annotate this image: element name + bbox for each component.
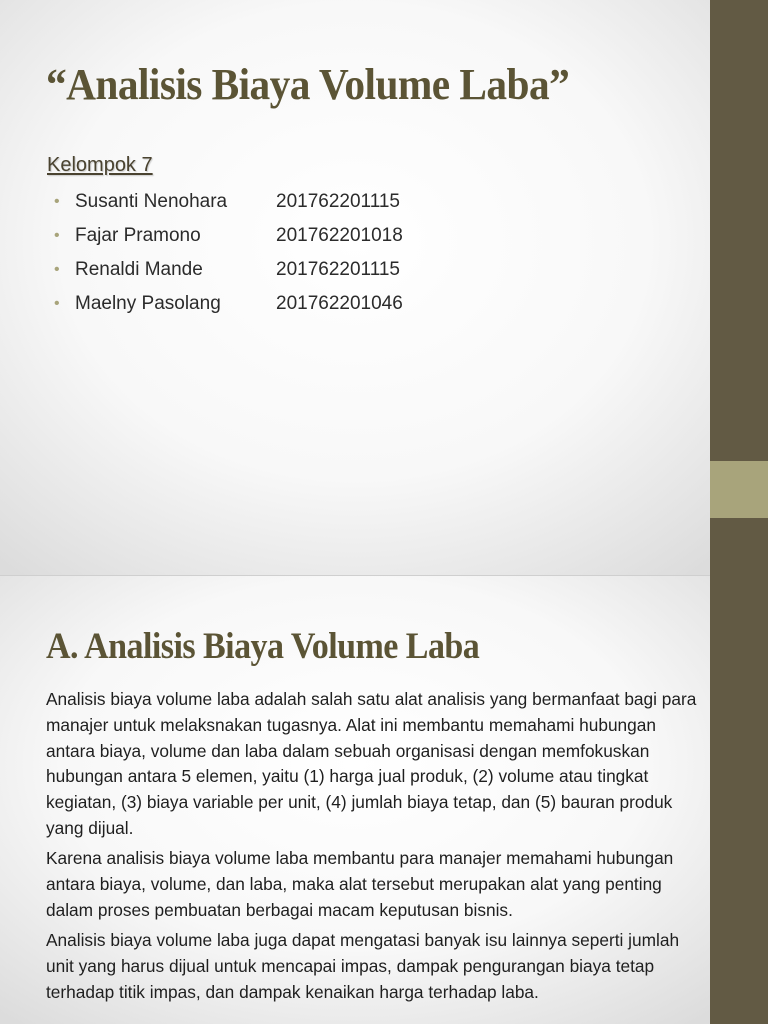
member-id: 201762201115 [276, 191, 400, 212]
list-item [54, 219, 654, 253]
member-id: 201762201046 [276, 293, 403, 314]
paragraph: Karena analisis biaya volume laba membantu para manajer memahami hubungan antara biaya, volume, dan laba, maka alat tersebut merupakan alat yang penting dalam proses pembuatan berbagai macam keputusan bisnis. [46, 848, 674, 920]
paragraph: Analisis biaya volume laba juga dapat mengatasi banyak isu lainnya seperti jumlah unit yang harus dijual untuk mencapai impas, dampak pengurangan biaya tetap terhadap titik impas, dan dampak kenaikan harga terhadap laba. [46, 930, 680, 1002]
bullet-icon: • [54, 261, 60, 278]
member-id: 201762201018 [276, 225, 403, 246]
member-list [54, 185, 654, 321]
member-name: Maelny Pasolang [75, 293, 221, 314]
paragraph: Analisis biaya volume laba adalah salah satu alat analisis yang bermanfaat bagi para manajer untuk melaksnakan tugasnya. Alat ini membantu memahami hubungan antara biaya, volume dan laba dalam sebuah organisasi dengan memfokuskan hubungan antara 5 elemen, yaitu (1) harga jual produk, (2) volume atau tingkat kegiatan, (3) biaya variable per unit, (4) jumlah biaya tetap, dan (5) bauran produk yang dijual. [46, 689, 697, 838]
bullet-icon: • [54, 227, 60, 244]
bullet-icon: • [54, 295, 60, 312]
sidebar-accent [710, 461, 768, 518]
member-name: Fajar Pramono [75, 225, 201, 246]
member-name: Susanti Nenohara [75, 191, 228, 212]
list-item [54, 287, 654, 321]
bullet-icon: • [54, 193, 60, 210]
list-item [54, 185, 654, 219]
section-heading: A. Analisis Biaya Volume Laba [46, 626, 480, 667]
list-item [54, 253, 654, 287]
slide-title: “Analisis Biaya Volume Laba” [46, 60, 570, 109]
member-id: 201762201115 [276, 259, 400, 280]
section-body [46, 687, 708, 1010]
group-label: Kelompok 7 [47, 154, 153, 176]
member-name: Renaldi Mande [75, 259, 203, 280]
